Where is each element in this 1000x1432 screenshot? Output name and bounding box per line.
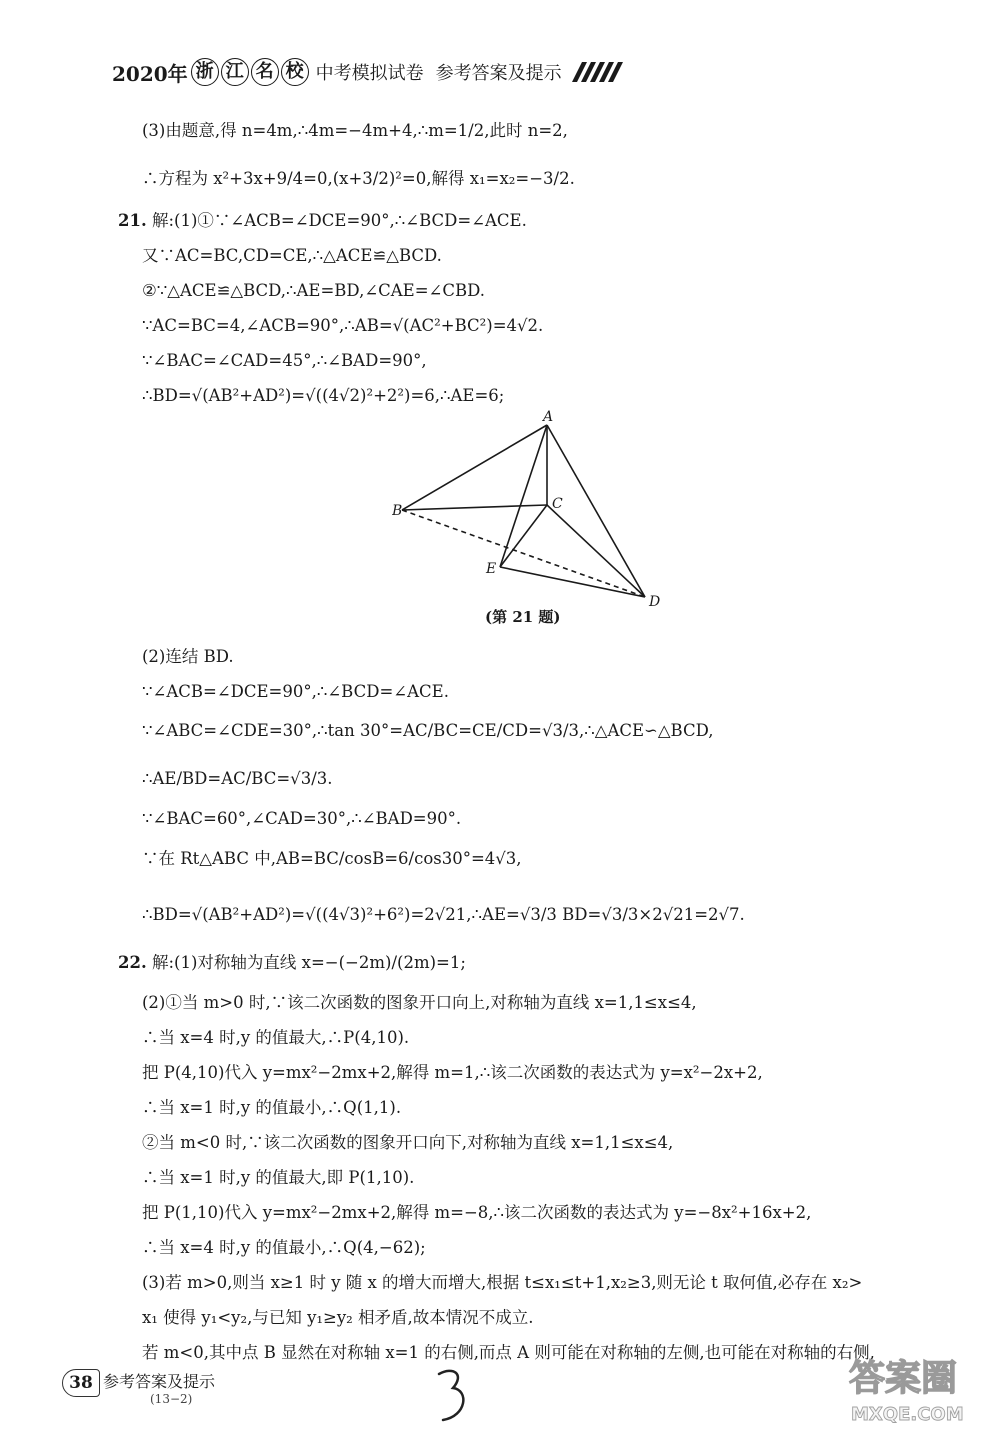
label-C: C: [552, 496, 563, 512]
svg-text:答案圈: 答案圈: [849, 1358, 958, 1399]
answer-line: ∴BD=√(AB²+AD²)=√((4√3)²+6²)=2√21,∴AE=√3/3 BD=√3/3×2√21=2√7.: [142, 905, 745, 924]
header-circled-char: 江: [221, 58, 249, 86]
label-B: B: [392, 503, 403, 519]
segment-BC: [402, 505, 547, 510]
answer-line: ∴BD=√(AB²+AD²)=√((4√2)²+2²)=6,∴AE=6;: [142, 386, 505, 405]
answer-line: 解:(1)对称轴为直线 x=−(−2m)/(2m)=1;: [151, 953, 466, 972]
page-number: 38: [62, 1369, 100, 1397]
answer-line: x₁ 使得 y₁<y₂,与已知 y₁≥y₂ 相矛盾,故本情况不成立.: [142, 1308, 534, 1327]
answer-line: ∵∠BAC=∠CAD=45°,∴∠BAD=90°,: [142, 351, 427, 370]
header-circled-char: 校: [281, 58, 309, 86]
answer-line: 又∵AC=BC,CD=CE,∴△ACE≌△BCD.: [142, 246, 442, 265]
answer-line: 把 P(1,10)代入 y=mx²−2mx+2,解得 m=−8,∴该二次函数的表达式为 y=−8x²+16x+2,: [142, 1203, 812, 1222]
answer-line: ∴当 x=4 时,y 的值最小,∴Q(4,−62);: [142, 1238, 426, 1257]
header-circled-char: 名: [251, 58, 279, 86]
answer-line: ∵∠BAC=60°,∠CAD=30°,∴∠BAD=90°.: [142, 809, 462, 828]
footer-sub: (13−2): [150, 1392, 193, 1406]
svg-text:MXQE.COM: MXQE.COM: [851, 1404, 964, 1425]
page-header: [112, 55, 624, 89]
answer-line: ∵AC=BC=4,∠ACB=90°,∴AB=√(AC²+BC²)=4√2.: [142, 316, 544, 335]
header-stripes-icon: [572, 60, 624, 84]
answer-line: ②∵△ACE≌△BCD,∴AE=BD,∠CAE=∠CBD.: [142, 281, 486, 300]
header-year: 2020年: [112, 61, 188, 86]
answer-line: ∴当 x=1 时,y 的值最大,即 P(1,10).: [142, 1168, 415, 1187]
question-21: [118, 203, 527, 239]
segment-AE: [500, 425, 547, 567]
label-A: A: [543, 409, 554, 425]
question-number: 21.: [118, 211, 147, 230]
answer-line: ∵∠ABC=∠CDE=30°,∴tan 30°=AC/BC=CE/CD=√3/3,∴△ACE∽△BCD,: [142, 721, 714, 740]
footer-label: 参考答案及提示: [103, 1372, 216, 1391]
answer-line: (3)若 m>0,则当 x≥1 时 y 随 x 的增大而增大,根据 t≤x₁≤t+1,x₂≥3,则无论 t 取何值,必存在 x₂>: [142, 1273, 863, 1292]
header-circled-char: 浙: [191, 58, 219, 86]
answer-line: 把 P(4,10)代入 y=mx²−2mx+2,解得 m=1,∴该二次函数的表达式为 y=x²−2x+2,: [142, 1063, 763, 1082]
answer-line: (3)由题意,得 n=4m,∴4m=−4m+4,∴m=1/2,此时 n=2,: [142, 121, 568, 140]
answer-line: ②当 m<0 时,∵该二次函数的图象开口向下,对称轴为直线 x=1,1≤x≤4,: [142, 1133, 674, 1152]
answer-line: ∴当 x=4 时,y 的值最大,∴P(4,10).: [142, 1028, 410, 1047]
label-E: E: [486, 561, 497, 577]
answer-line: 若 m<0,其中点 B 显然在对称轴 x=1 的右侧,而点 A 则可能在对称轴的左侧,也可能在对称轴的右侧,: [142, 1343, 875, 1362]
answer-line: ∴方程为 x²+3x+9/4=0,(x+3/2)²=0,解得 x₁=x₂=−3/2.: [142, 169, 575, 188]
segment-CE: [500, 505, 547, 567]
question-22: [118, 945, 466, 981]
answer-line: ∵∠ACB=∠DCE=90°,∴∠BCD=∠ACE.: [142, 682, 449, 701]
segment-CD: [547, 505, 645, 597]
answer-line: (2)连结 BD.: [142, 647, 234, 666]
answer-line: ∵在 Rt△ABC 中,AB=BC/cosB=6/cos30°=4√3,: [142, 849, 522, 868]
segment-BD: [402, 510, 645, 597]
watermark-logo: [845, 1348, 995, 1428]
label-D: D: [649, 594, 661, 610]
geometry-figure: [392, 405, 682, 610]
answer-line: 解:(1)①∵∠ACB=∠DCE=90°,∴∠BCD=∠ACE.: [151, 211, 527, 230]
header-section: 参考答案及提示: [435, 63, 562, 84]
figure-caption: (第 21 题): [485, 608, 561, 626]
answer-line: (2)①当 m>0 时,∵该二次函数的图象开口向上,对称轴为直线 x=1,1≤x≤4,: [142, 993, 697, 1012]
header-series: 中考模拟试卷: [315, 63, 424, 84]
segment-AB: [402, 425, 547, 510]
handwritten-mark: [433, 1366, 473, 1426]
answer-line: ∴AE/BD=AC/BC=√3/3.: [142, 769, 333, 788]
question-number: 22.: [118, 953, 147, 972]
answer-line: ∴当 x=1 时,y 的值最小,∴Q(1,1).: [142, 1098, 402, 1117]
